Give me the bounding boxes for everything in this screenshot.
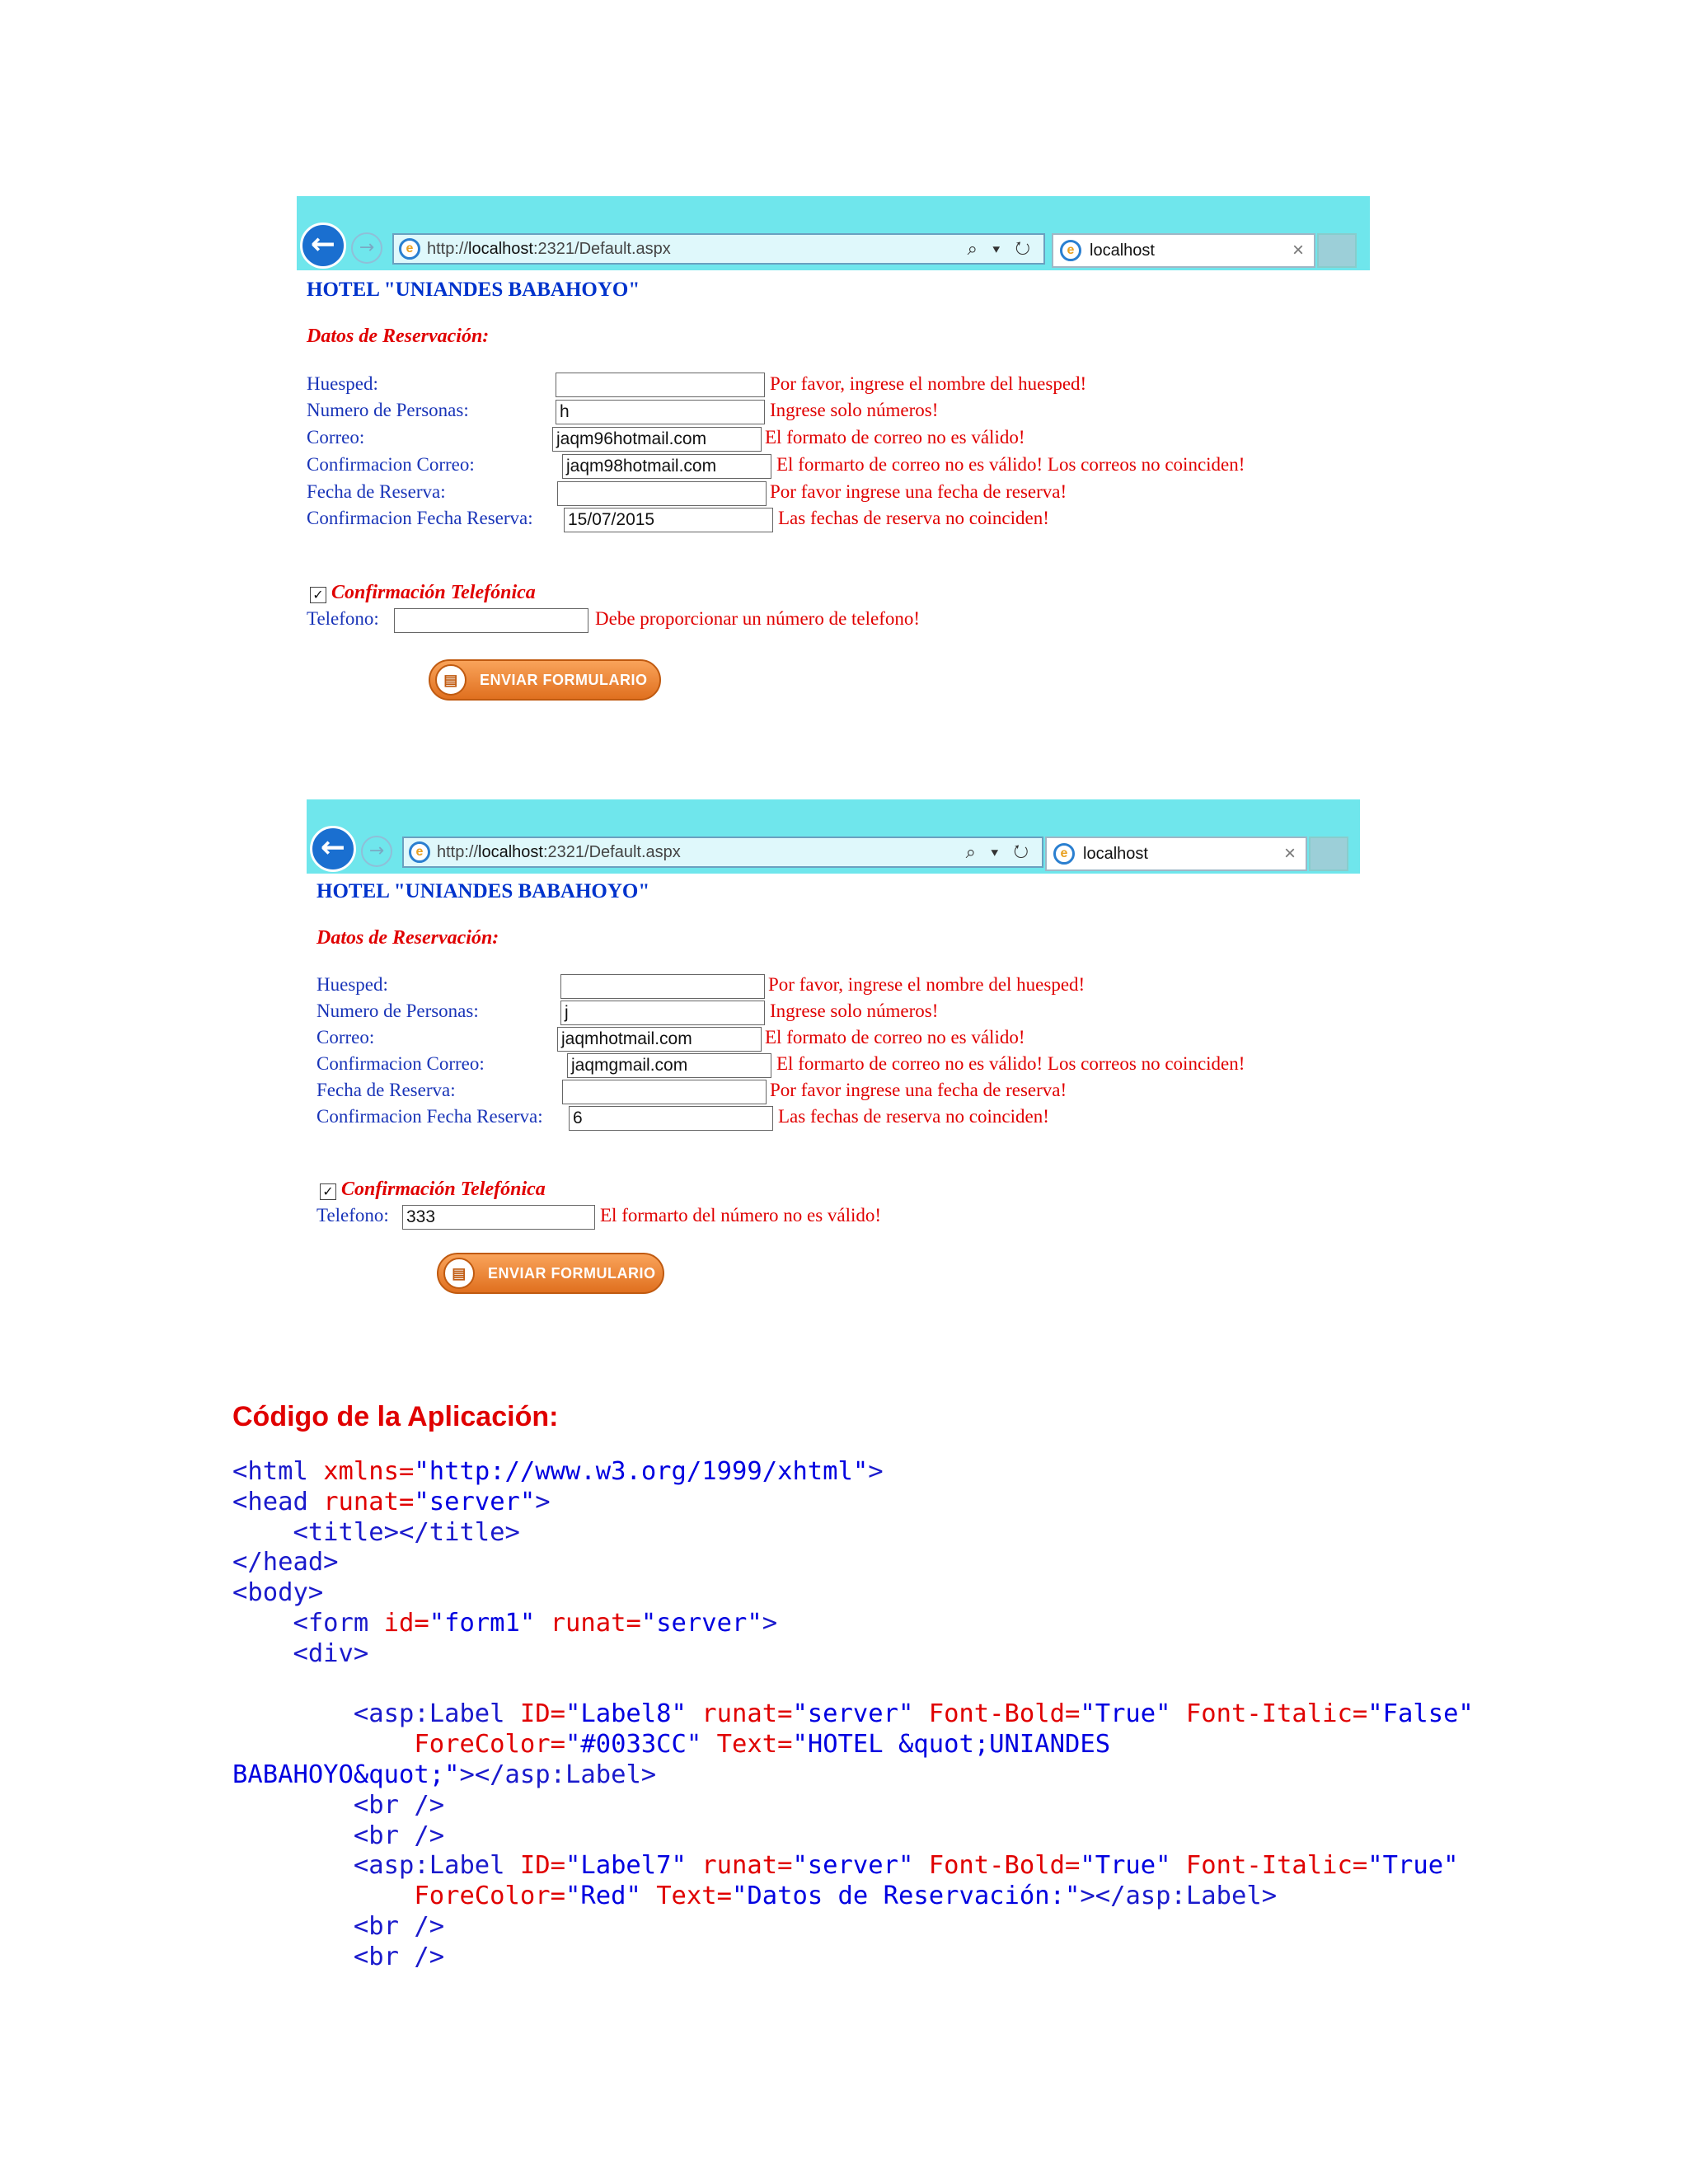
conf-fecha-error: Las fechas de reserva no coinciden! <box>778 508 1049 528</box>
telefono-input[interactable] <box>394 608 588 633</box>
conf-correo-label: Confirmacion Correo: <box>307 454 475 475</box>
code-token: ></asp:Label> <box>1080 1882 1278 1911</box>
section-title: Datos de Reservación: <box>307 326 490 347</box>
code-token: Text= <box>656 1882 733 1911</box>
fecha-label: Fecha de Reserva: <box>307 481 446 502</box>
correo-input[interactable]: jaqm96hotmail.com <box>552 427 762 452</box>
conf-fecha-label: Confirmacion Fecha Reserva: <box>307 508 533 528</box>
huesped-input[interactable] <box>556 373 765 397</box>
code-line <box>232 1791 444 1820</box>
ie-logo-icon: e <box>399 238 420 260</box>
search-refresh-icon[interactable]: ⌕ ▾ ↻ <box>965 841 1034 862</box>
telefono-label: Telefono: <box>307 608 379 629</box>
code-token: <html <box>232 1457 324 1486</box>
code-token: > <box>868 1457 884 1486</box>
code-token: runat= <box>323 1487 415 1516</box>
code-token: "#0033CC" <box>565 1730 717 1760</box>
search-refresh-icon[interactable]: ⌕ ▾ ↻ <box>967 238 1035 259</box>
code-token: "server" <box>792 1699 929 1729</box>
code-token: "Datos de Reservación:" <box>732 1882 1081 1911</box>
code-token: ID= <box>519 1699 565 1729</box>
code-line <box>232 1518 520 1547</box>
code-token: <head <box>232 1487 324 1516</box>
code-token: "server" <box>414 1487 536 1516</box>
telefono-error: El formarto del número no es válido! <box>600 1205 882 1226</box>
conf-fecha-input[interactable]: 6 <box>569 1106 773 1131</box>
code-token: <form <box>232 1609 384 1638</box>
code-token: <div> <box>232 1638 369 1668</box>
code-token: runat= <box>701 1699 793 1729</box>
code-token: "form1" <box>429 1609 551 1638</box>
huesped-label: Huesped: <box>307 373 378 394</box>
back-arrow-icon[interactable]: ← <box>300 223 346 269</box>
code-token: Text= <box>716 1730 793 1760</box>
code-token: Font-Bold= <box>928 1699 1081 1729</box>
code-line <box>232 1912 444 1941</box>
code-token: Font-Italic= <box>1185 1851 1368 1881</box>
new-tab-button[interactable] <box>1309 837 1348 871</box>
huesped-label: Huesped: <box>316 974 388 995</box>
close-icon[interactable]: × <box>1292 239 1304 261</box>
section-title: Datos de Reservación: <box>316 927 499 949</box>
code-token: <asp:Label <box>232 1851 520 1881</box>
correo-label: Correo: <box>316 1027 375 1047</box>
code-token: runat= <box>550 1609 641 1638</box>
code-token: > <box>762 1609 778 1638</box>
code-token: <asp:Label <box>232 1699 520 1729</box>
personas-input[interactable]: h <box>556 400 765 424</box>
document-icon: ▤ <box>443 1258 475 1289</box>
code-token: <br /> <box>232 1821 445 1850</box>
forward-arrow-icon[interactable]: → <box>361 836 392 867</box>
fecha-label: Fecha de Reserva: <box>316 1080 456 1100</box>
code-token: "Label7" <box>565 1851 702 1881</box>
code-line <box>232 1882 1277 1910</box>
code-token: "True" <box>1080 1851 1186 1881</box>
code-token: Font-Italic= <box>1185 1699 1368 1729</box>
code-line <box>232 1943 444 1971</box>
code-line <box>232 1609 777 1638</box>
conf-fecha-input[interactable]: 15/07/2015 <box>564 508 773 532</box>
code-line <box>232 1821 444 1850</box>
code-line <box>232 1639 368 1668</box>
correo-label: Correo: <box>307 427 365 448</box>
code-token: BABAHOYO&quot;" <box>232 1760 460 1789</box>
code-token: <body> <box>232 1578 324 1608</box>
code-token: <br /> <box>232 1942 445 1971</box>
code-token: ID= <box>519 1851 565 1881</box>
phone-confirm-label: Confirmación Telefónica <box>331 582 536 603</box>
code-line <box>232 1851 1458 1880</box>
ie-logo-icon: e <box>1053 843 1075 865</box>
address-bar[interactable]: e http://localhost:2321/Default.aspx ⌕ ▾ ↻ <box>402 837 1043 868</box>
browser-tab[interactable]: e localhost × <box>1045 837 1307 871</box>
personas-error: Ingrese solo números! <box>770 1001 939 1021</box>
personas-input[interactable]: j <box>560 1001 765 1025</box>
code-token: "server" <box>640 1609 762 1638</box>
new-tab-button[interactable] <box>1317 233 1357 268</box>
close-icon[interactable]: × <box>1283 842 1296 865</box>
code-line <box>232 1730 1110 1759</box>
correo-error: El formato de correo no es válido! <box>765 1027 1025 1047</box>
code-token: ForeColor= <box>414 1730 565 1760</box>
code-token: "Label8" <box>565 1699 702 1729</box>
code-token <box>232 1730 414 1759</box>
correo-error: El formato de correo no es válido! <box>765 427 1025 448</box>
code-token: "HOTEL &quot;UNIANDES <box>792 1730 1111 1760</box>
code-line <box>232 1578 323 1607</box>
back-arrow-icon[interactable]: ← <box>310 826 356 872</box>
code-line <box>232 1548 339 1577</box>
code-token <box>232 1882 414 1910</box>
code-token: "server" <box>792 1851 929 1881</box>
conf-correo-input[interactable]: jaqm98hotmail.com <box>562 454 771 479</box>
forward-arrow-icon[interactable]: → <box>351 232 382 264</box>
correo-input[interactable]: jaqmhotmail.com <box>557 1027 762 1052</box>
submit-button[interactable]: ▤ ENVIAR FORMULARIO <box>429 659 661 701</box>
code-token: <br /> <box>232 1912 445 1941</box>
code-line <box>232 1760 656 1789</box>
conf-correo-label: Confirmacion Correo: <box>316 1053 485 1074</box>
huesped-error: Por favor, ingrese el nombre del huesped! <box>768 974 1085 995</box>
ie-logo-icon: e <box>409 841 430 863</box>
hotel-title: HOTEL "UNIANDES BABAHOYO" <box>307 279 640 301</box>
phone-confirm-checkbox[interactable]: ✓ <box>310 587 326 603</box>
fecha-error: Por favor ingrese una fecha de reserva! <box>770 1080 1067 1100</box>
code-token: "True" <box>1367 1851 1459 1881</box>
code-heading: Código de la Aplicación: <box>232 1401 559 1432</box>
submit-button[interactable]: ▤ ENVIAR FORMULARIO <box>437 1253 664 1294</box>
code-token: ></asp:Label> <box>459 1760 657 1789</box>
personas-label: Numero de Personas: <box>307 400 469 420</box>
code-token: "False" <box>1367 1699 1474 1729</box>
code-token: runat= <box>701 1851 793 1881</box>
code-line <box>232 1488 551 1516</box>
telefono-input[interactable]: 333 <box>402 1205 595 1230</box>
code-token: <br /> <box>232 1790 445 1820</box>
ie-logo-icon: e <box>1060 240 1081 261</box>
fecha-input[interactable] <box>557 481 767 506</box>
conf-fecha-error: Las fechas de reserva no coinciden! <box>778 1106 1049 1127</box>
code-token: ForeColor= <box>414 1882 565 1911</box>
code-token: xmlns= <box>323 1457 415 1486</box>
conf-fecha-label: Confirmacion Fecha Reserva: <box>316 1106 543 1127</box>
huesped-error: Por favor, ingrese el nombre del huesped! <box>770 373 1087 394</box>
code-token: "True" <box>1080 1699 1186 1729</box>
hotel-title: HOTEL "UNIANDES BABAHOYO" <box>316 880 650 902</box>
conf-correo-input[interactable]: jaqmgmail.com <box>567 1053 771 1078</box>
code-token: > <box>535 1487 551 1516</box>
document-icon: ▤ <box>435 664 467 696</box>
code-token: <title></title> <box>232 1517 520 1547</box>
conf-correo-error: El formarto de correo no es válido! Los correos no coinciden! <box>776 454 1245 475</box>
huesped-input[interactable] <box>560 974 765 999</box>
address-bar[interactable]: e http://localhost:2321/Default.aspx ⌕ ▾ ↻ <box>392 233 1045 265</box>
conf-correo-error: El formarto de correo no es válido! Los correos no coinciden! <box>776 1053 1245 1074</box>
phone-confirm-label: Confirmación Telefónica <box>341 1179 546 1200</box>
code-line <box>232 1699 1474 1728</box>
code-token: id= <box>383 1609 429 1638</box>
fecha-error: Por favor ingrese una fecha de reserva! <box>770 481 1067 502</box>
code-line <box>232 1457 884 1486</box>
telefono-label: Telefono: <box>316 1205 389 1226</box>
code-token: "Red" <box>565 1882 657 1911</box>
code-token: Font-Bold= <box>928 1851 1081 1881</box>
code-token: </head> <box>232 1548 339 1577</box>
telefono-error: Debe proporcionar un número de telefono! <box>595 608 921 629</box>
phone-confirm-checkbox[interactable]: ✓ <box>320 1183 336 1200</box>
fecha-input[interactable] <box>562 1080 767 1104</box>
personas-error: Ingrese solo números! <box>770 400 939 420</box>
browser-tab[interactable]: e localhost × <box>1052 233 1315 268</box>
personas-label: Numero de Personas: <box>316 1001 479 1021</box>
code-token: "http://www.w3.org/1999/xhtml" <box>414 1457 869 1486</box>
